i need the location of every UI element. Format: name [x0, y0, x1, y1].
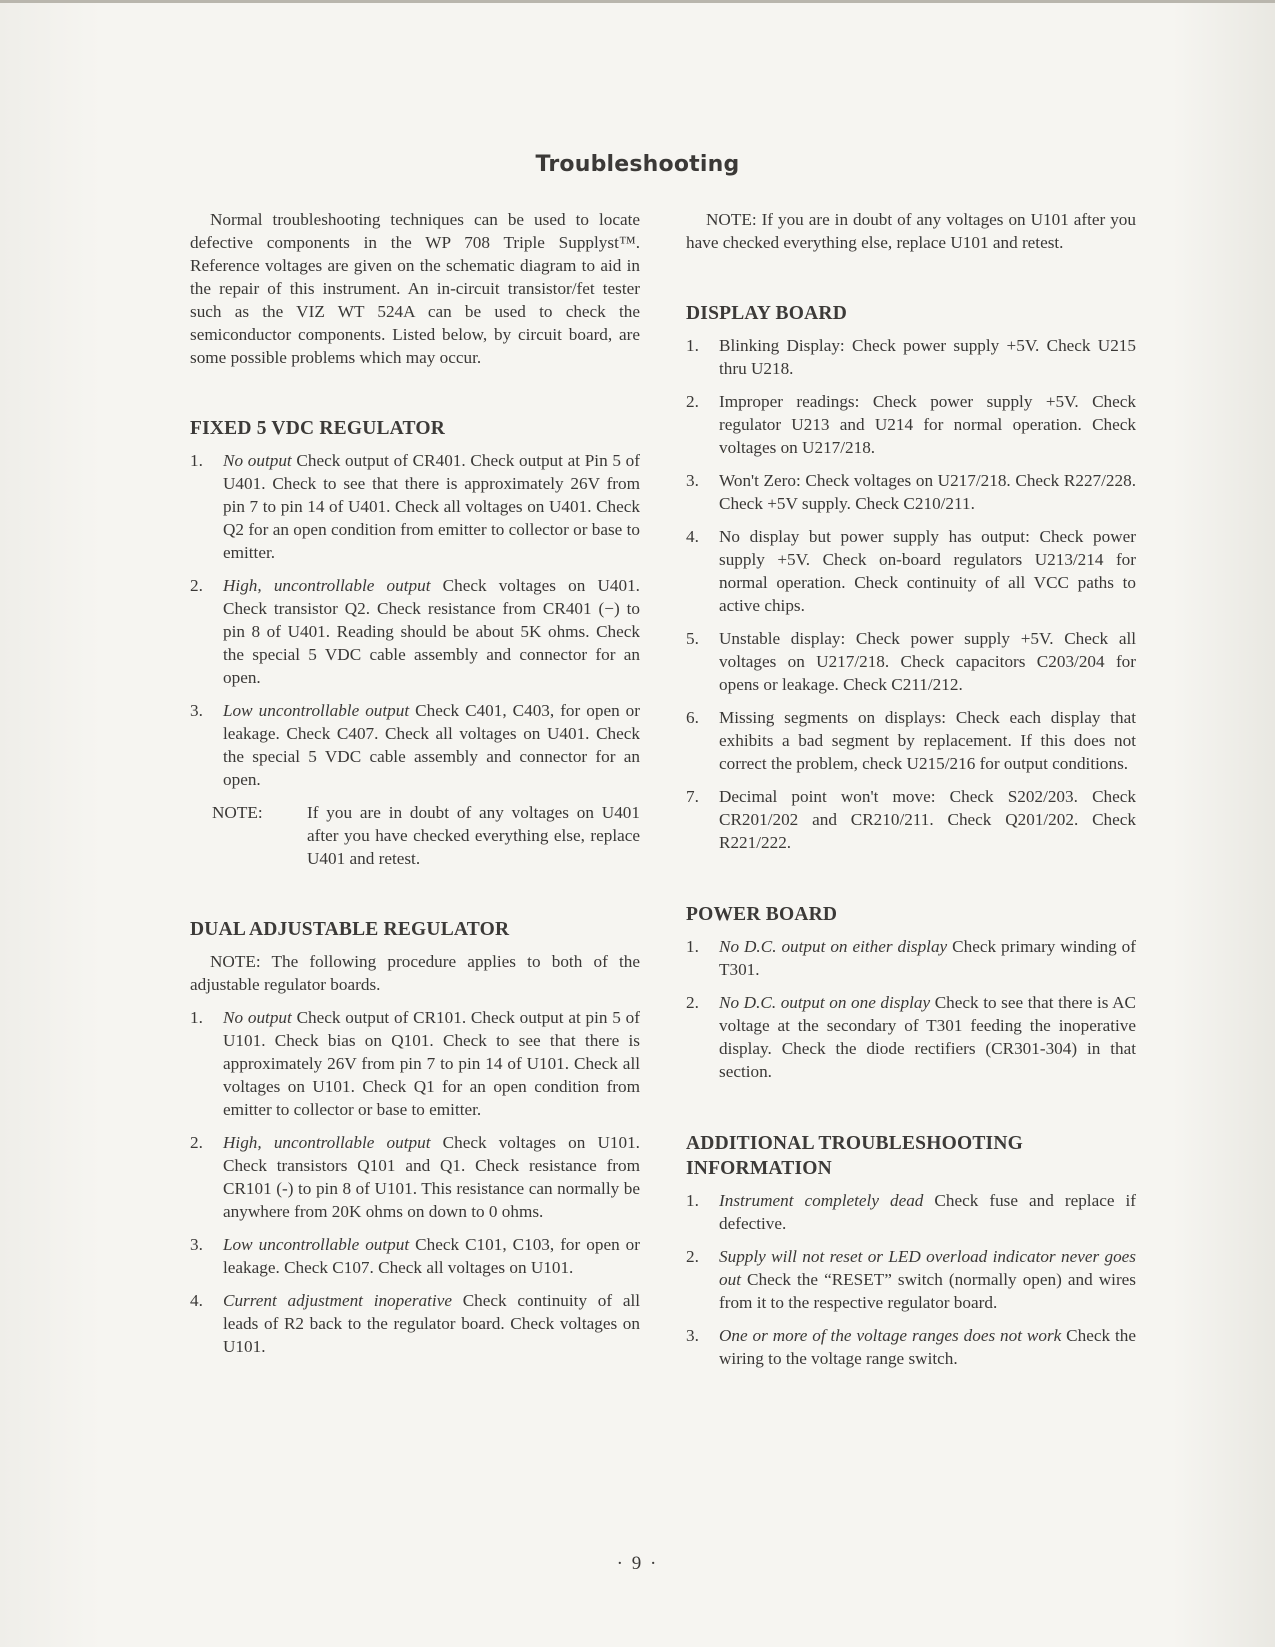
item-number: 6.: [686, 708, 699, 727]
item-lead: Low uncontrollable output: [223, 701, 410, 720]
right-column: [686, 208, 1136, 1380]
list-item: [686, 706, 1136, 775]
item-lead: No output: [223, 451, 292, 470]
list-item: [190, 1233, 640, 1279]
dual-regulator-heading: DUAL ADJUSTABLE REGULATOR: [190, 919, 510, 940]
intro-paragraph: Normal troubleshooting techniques can be used to locate defective components in the WP 708 Triple Supplyst™. Reference voltages are given on the schematic diagram to aid in the repair of this instrument. An in-circuit transistor/fet tester such as the VIZ WT 524A can be used to check the semiconductor components. Listed below, by circuit board, are some possible problems which may occur.: [190, 210, 640, 367]
item-text: Check fuse and replace if defective.: [719, 1191, 1137, 1233]
list-item: [686, 1189, 1136, 1235]
list-item: [686, 991, 1136, 1083]
note-text: If you are in doubt of any voltages on U401 after you have checked everything else, replace U401 and retest.: [307, 803, 640, 868]
item-number: 4.: [190, 1291, 203, 1310]
list-item: [686, 1324, 1136, 1370]
list-item: [190, 1006, 640, 1121]
item-text: Check continuity of all leads of R2 back to the regulator board. Check voltages on U101.: [223, 1291, 640, 1356]
page-title: Troubleshooting: [535, 152, 740, 177]
power-board-heading: POWER BOARD: [686, 904, 838, 925]
list-item: [190, 1289, 640, 1358]
item-lead: Instrument completely dead: [719, 1191, 924, 1210]
dual-regulator-note: NOTE: The following procedure applies to both of the adjustable regulator boards.: [190, 952, 640, 994]
item-lead: High, uncontrollable output: [223, 1133, 431, 1152]
item-text: Check the “RESET” switch (normally open) and wires from it to the respective regulator board.: [719, 1270, 1136, 1312]
item-lead: Current adjustment inoperative: [223, 1291, 452, 1310]
item-number: 2.: [190, 576, 203, 595]
list-item: [686, 390, 1136, 459]
item-lead: One or more of the voltage ranges does not work: [719, 1326, 1062, 1345]
item-number: 1.: [190, 1008, 203, 1027]
display-board-heading: DISPLAY BOARD: [686, 303, 847, 324]
item-number: 2.: [686, 993, 699, 1012]
item-number: 1.: [686, 1191, 699, 1210]
list-item: [190, 574, 640, 689]
dual-regulator-list: [190, 1006, 640, 1358]
item-text: Missing segments on displays: Check each display that exhibits a bad segment by replacement. If this does not correct the problem, check U215/216 for output conditions.: [719, 708, 1136, 773]
item-text: Check voltages on U101. Check transistors Q101 and Q1. Check resistance from CR101 (-) to pin 8 of U101. This resistance can normally be anywhere from 20K ohms on down to 0 ohms.: [223, 1133, 640, 1221]
list-item: [686, 785, 1136, 854]
item-number: 1.: [190, 451, 203, 470]
list-item: [190, 699, 640, 791]
list-item: [686, 334, 1136, 380]
item-text: Unstable display: Check power supply +5V. Check all voltages on U217/218. Check capacitors C203/204 for opens or leakage. Check C211/212.: [719, 629, 1136, 694]
item-number: 3.: [686, 1326, 699, 1345]
right-top-note: NOTE: If you are in doubt of any voltages on U101 after you have checked everything else, replace U101 and retest.: [686, 210, 1136, 252]
item-lead: Low uncontrollable output: [223, 1235, 410, 1254]
additional-info-list: [686, 1189, 1136, 1370]
additional-info-heading: ADDITIONAL TROUBLESHOOTING INFORMATION: [686, 1133, 1023, 1179]
list-item: [686, 525, 1136, 617]
note-label: NOTE:: [212, 803, 263, 822]
list-item: [686, 469, 1136, 515]
item-number: 1.: [686, 336, 699, 355]
item-number: 2.: [190, 1133, 203, 1152]
list-item: [686, 935, 1136, 981]
item-lead: Supply will not reset or LED overload indicator never goes out: [719, 1247, 1136, 1289]
item-lead: High, uncontrollable output: [223, 576, 431, 595]
item-number: 1.: [686, 937, 699, 956]
item-text: Blinking Display: Check power supply +5V. Check U215 thru U218.: [719, 336, 1136, 378]
item-text: Check primary winding of T301.: [719, 937, 1136, 979]
item-text: Decimal point won't move: Check S202/203. Check CR201/202 and CR210/211. Check Q201/202. Check R221/222.: [719, 787, 1136, 852]
item-number: 3.: [190, 701, 203, 720]
item-text: Check voltages on U401. Check transistor Q2. Check resistance from CR401 (−) to pin 8 of U401. Reading should be about 5K ohms. Check the special 5 VDC cable assembly and connector for an open.: [223, 576, 640, 687]
item-number: 2.: [686, 1247, 699, 1266]
item-number: 3.: [190, 1235, 203, 1254]
list-item: [686, 1245, 1136, 1314]
item-text: Check C101, C103, for open or leakage. Check C107. Check all voltages on U101.: [223, 1235, 640, 1277]
fixed-regulator-note: [212, 801, 640, 870]
item-text: Check output of CR101. Check output at pin 5 of U101. Check bias on Q101. Check to see that there is approximately 26V from pin 7 to pin 14 of U101. Check all voltages on U101. Check Q1 for an open condition from emitter to collector or base to emitter.: [223, 1008, 640, 1119]
item-text: Improper readings: Check power supply +5V. Check regulator U213 and U214 for normal operation. Check voltages on U217/218.: [719, 392, 1136, 457]
item-text: Check C401, C403, for open or leakage. Check C407. Check all voltages on U401. Check the special 5 VDC cable assembly and connector for an open.: [223, 701, 640, 789]
item-number: 3.: [686, 471, 699, 490]
list-item: [686, 627, 1136, 696]
fixed-regulator-heading: FIXED 5 VDC REGULATOR: [190, 418, 446, 439]
list-item: [190, 449, 640, 564]
item-text: Won't Zero: Check voltages on U217/218. Check R227/228. Check +5V supply. Check C210/211.: [719, 471, 1136, 513]
item-text: Check the wiring to the voltage range switch.: [719, 1326, 1136, 1368]
list-item: [190, 1131, 640, 1223]
item-number: 5.: [686, 629, 699, 648]
left-column: [190, 208, 640, 1368]
item-lead: No output: [223, 1008, 292, 1027]
item-text: Check to see that there is AC voltage at the secondary of T301 feeding the inoperative display. Check the diode rectifiers (CR301-304) in that section.: [719, 993, 1136, 1081]
fixed-regulator-list: [190, 449, 640, 791]
item-lead: No D.C. output on one display: [719, 993, 931, 1012]
item-number: 2.: [686, 392, 699, 411]
item-text: No display but power supply has output: Check power supply +5V. Check on-board regulators U213/214 for normal operation. Check continuity of all VCC paths to active chips.: [719, 527, 1136, 615]
item-text: Check output of CR401. Check output at Pin 5 of U401. Check to see that there is approximately 26V from pin 7 to pin 14 of U401. Check all voltages on U401. Check Q2 for an open condition from emitter to collector or base to emitter.: [223, 451, 640, 562]
power-board-list: [686, 935, 1136, 1083]
page-top-edge: [0, 0, 1275, 3]
item-lead: No D.C. output on either display: [719, 937, 948, 956]
item-number: 4.: [686, 527, 699, 546]
page-number: · 9 ·: [616, 1553, 659, 1574]
item-number: 7.: [686, 787, 699, 806]
display-board-list: [686, 334, 1136, 854]
